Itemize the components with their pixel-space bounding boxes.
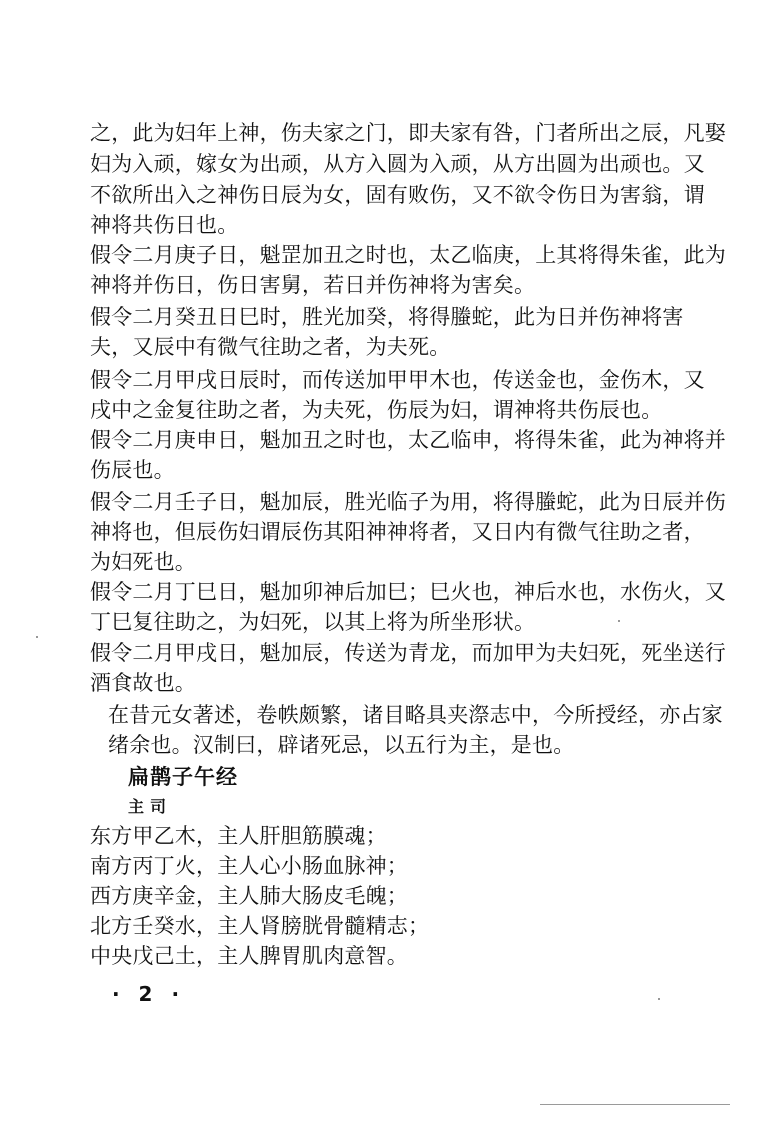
body-line: 为妇死也。 (90, 550, 196, 574)
body-line: 神将共伤日也。 (90, 213, 239, 237)
body-line: 丁巳复往助之，为妇死，以其上将为所坐形状。 (90, 610, 536, 634)
page-number: · 2 · (112, 982, 186, 1006)
note-line: 在昔元女著述，卷帙颇繁，诸目略具夹漈志中，今所授经，亦占家 (108, 703, 723, 727)
body-line: 之，此为妇年上神，伤夫家之门，即夫家有咎，门者所出之辰，凡娶 (90, 121, 726, 145)
body-line: 夫，又辰中有微气往助之者，为夫死。 (90, 335, 451, 359)
body-line: 假令二月甲戌日辰时，而传送加甲甲木也，传送金也，金伤木，又 (90, 368, 705, 392)
scan-artifact-rule (540, 1104, 730, 1105)
body-line: 戌中之金复往助之者，为夫死，伤辰为妇，谓神将共伤辰也。 (90, 398, 663, 422)
body-line: 神将并伤日，伤日害舅，若日并伤神将为害矣。 (90, 273, 536, 297)
list-item: 南方丙丁火，主人心小肠血脉神； (90, 854, 408, 878)
note-line: 绪余也。汉制曰，辟诸死忌，以五行为主，是也。 (108, 733, 575, 757)
section-title: 扁鹊子午经 (128, 764, 238, 789)
body-line: 酒食故也。 (90, 671, 196, 695)
body-line: 不欲所出入之神伤日辰为女，固有败伤，又不欲令伤日为害翁，谓 (90, 183, 705, 207)
list-item: 西方庚辛金，主人肺大肠皮毛魄； (90, 884, 408, 908)
subsection-title: 主司 (128, 797, 173, 816)
body-line: 伤辰也。 (90, 458, 175, 482)
body-line: 神将也，但辰伤妇谓辰伤其阳神神将者，又日内有微气往助之者， (90, 520, 705, 544)
body-line: 妇为入顽，嫁女为出顽，从方入圆为入顽，从方出圆为出顽也。又 (90, 152, 705, 176)
scan-speck (658, 998, 660, 1000)
list-item: 东方甲乙木，主人肝胆筋膜魂； (90, 824, 387, 848)
body-line: 假令二月庚申日，魁加丑之时也，太乙临申，将得朱雀，此为神将并 (90, 428, 726, 452)
body-line: 假令二月甲戌日，魁加辰，传送为青龙，而加甲为夫妇死，死坐送行 (90, 641, 726, 665)
scan-speck (36, 636, 38, 638)
body-line: 假令二月壬子日，魁加辰，胜光临子为用，将得螣蛇，此为日辰并伤 (90, 490, 726, 514)
list-item: 中央戊己土，主人脾胃肌肉意智。 (90, 944, 408, 968)
body-line: 假令二月丁巳日，魁加卯神后加巳；巳火也，神后水也，水伤火，又 (90, 580, 726, 604)
body-line: 假令二月癸丑日巳时，胜光加癸，将得螣蛇，此为日并伤神将害 (90, 305, 684, 329)
scan-speck (618, 620, 620, 622)
body-line: 假令二月庚子日，魁罡加丑之时也，太乙临庚，上其将得朱雀，此为 (90, 243, 726, 267)
list-item: 北方壬癸水，主人肾膀胱骨髓精志； (90, 914, 430, 938)
